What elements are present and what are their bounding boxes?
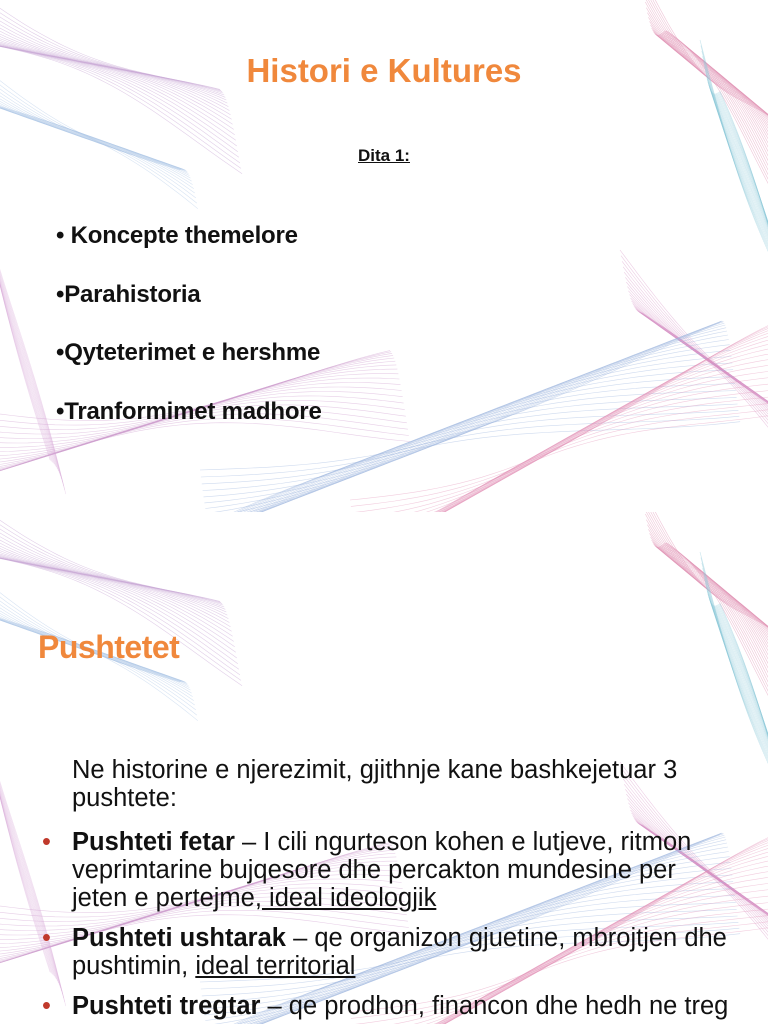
- topic-list: [56, 220, 322, 454]
- bullet-glyph: •: [42, 828, 51, 856]
- slide-title: Pushtetet: [38, 629, 180, 665]
- power-item-religious: [42, 828, 732, 912]
- power-ideal: ideal ideologjik: [261, 884, 437, 912]
- slide-subtitle: Dita 1:: [358, 146, 410, 165]
- intro-paragraph: Ne historine e njerezimit, gjithnje kane bashkejetuar 3 pushtete:: [72, 756, 678, 812]
- topic-item: •Parahistoria: [56, 280, 201, 308]
- power-term: Pushteti ushtarak: [72, 924, 286, 952]
- power-description: – qe prodhon, financon dhe hedh ne treg: [260, 992, 729, 1020]
- power-term: Pushteti tregtar: [72, 992, 261, 1020]
- bullet-glyph: •: [42, 924, 51, 952]
- power-list: [0, 828, 768, 1020]
- bullet-glyph: •: [42, 992, 51, 1020]
- power-ideal: ideal territorial: [195, 952, 356, 980]
- power-item-military: [42, 924, 732, 980]
- power-item-commercial: [42, 992, 732, 1020]
- topic-item: •Qyteterimet e hershme: [56, 339, 321, 366]
- slide-body: [0, 756, 768, 1020]
- power-term: Pushteti fetar: [72, 828, 235, 856]
- slide-2: [0, 512, 768, 1024]
- power-description: – qe organizon gjuetine, mbrojtjen dhe pushtimin,: [72, 924, 727, 980]
- power-description: – I cili ngurteson kohen e lutjeve, ritmon veprimtarine bujqesore dhe percakton mundesine per jeten e pertejme,: [72, 828, 692, 912]
- topic-item: •Tranformimet madhore: [56, 397, 322, 425]
- topic-item: • Koncepte themelore: [56, 222, 298, 249]
- slide-title: Histori e Kultures: [246, 52, 522, 89]
